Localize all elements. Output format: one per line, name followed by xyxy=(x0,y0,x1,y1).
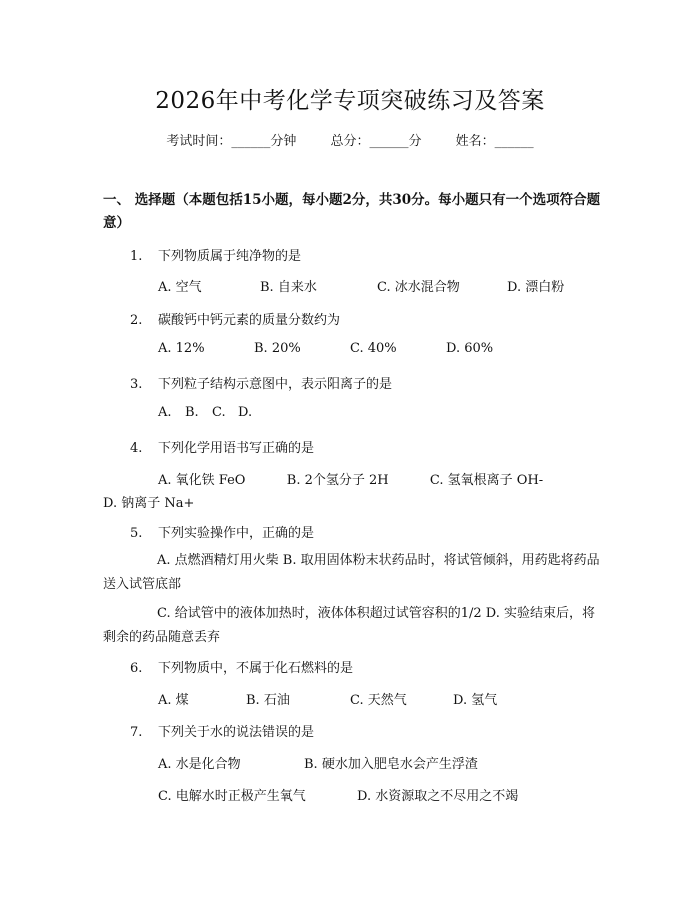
option-b: B. 硬水加入肥皂水会产生浮渣 xyxy=(304,757,478,772)
option-d: D. 漂白粉 xyxy=(507,280,565,295)
question-text: 下列粒子结构示意图中，表示阳离子的是 xyxy=(158,377,393,392)
question-text: 下列物质中，不属于化石燃料的是 xyxy=(158,661,354,676)
option-c: C. 40% xyxy=(350,341,397,356)
question-number: 3. xyxy=(130,377,143,392)
option-a: A. 水是化合物 xyxy=(158,757,241,772)
options-line: A. 氧化铁 FeO B. 2个氢分子 2H C. 氢氧根离子 OH- xyxy=(158,473,544,488)
student-name: 姓名：______ xyxy=(455,134,534,149)
question-number: 2. xyxy=(130,313,143,328)
options-paragraph-2: C. 给试管中的液体加热时，液体体积超过试管容积的1/2 D. 实验结束后，将剩余的药品随意丢弃 xyxy=(103,606,596,645)
question-3 xyxy=(130,373,392,392)
question-5 xyxy=(130,522,314,541)
option-b: B. 自来水 xyxy=(260,280,317,295)
option-a: A. 12% xyxy=(158,341,205,356)
option-b: B. xyxy=(185,405,199,420)
option-d: D. xyxy=(238,405,253,420)
question-4 xyxy=(130,437,314,456)
option-b: B. 石油 xyxy=(246,693,290,708)
question-number: 7. xyxy=(130,725,143,740)
question-1 xyxy=(130,245,301,264)
question-6 xyxy=(130,657,353,676)
options-paragraph-1: A. 点燃酒精灯用火柴 B. 取用固体粉末状药品时，将试管倾斜，用药匙将药品送入试管底部 xyxy=(103,553,600,592)
exam-meta xyxy=(0,130,700,149)
option-c: C. xyxy=(212,405,226,420)
question-text: 下列实验操作中，正确的是 xyxy=(158,526,315,541)
option-c: C. 天然气 xyxy=(350,693,407,708)
section-heading: 一、 选择题（本题包括15小题，每小题2分，共30分。每小题只有一个选项符合题意） xyxy=(103,192,601,231)
option-c: C. 冰水混合物 xyxy=(377,280,460,295)
question-number: 1. xyxy=(130,249,143,264)
question-2 xyxy=(130,309,340,328)
option-d: D. 60% xyxy=(446,341,494,356)
exam-time: 考试时间：______分钟 xyxy=(166,134,297,149)
option-d: D. 水资源取之不尽用之不竭 xyxy=(357,789,519,804)
option-d: D. 钠离子 Na+ xyxy=(103,496,195,511)
question-text: 下列化学用语书写正确的是 xyxy=(158,441,315,456)
question-text: 下列关于水的说法错误的是 xyxy=(158,725,315,740)
question-number: 4. xyxy=(130,441,143,456)
question-number: 6. xyxy=(130,661,143,676)
question-number: 5. xyxy=(130,526,143,541)
question-7 xyxy=(130,721,314,740)
page-title: 2026年中考化学专项突破练习及答案 xyxy=(155,88,545,114)
question-text: 下列物质属于纯净物的是 xyxy=(158,249,302,264)
exam-score: 总分：______分 xyxy=(330,134,422,149)
option-d: D. 氢气 xyxy=(453,693,498,708)
option-c: C. 电解水时正极产生氧气 xyxy=(158,789,306,804)
option-a: A. xyxy=(158,405,172,420)
question-text: 碳酸钙中钙元素的质量分数约为 xyxy=(158,313,341,328)
option-a: A. 空气 xyxy=(158,280,202,295)
option-b: B. 20% xyxy=(254,341,301,356)
option-a: A. 煤 xyxy=(158,693,189,708)
